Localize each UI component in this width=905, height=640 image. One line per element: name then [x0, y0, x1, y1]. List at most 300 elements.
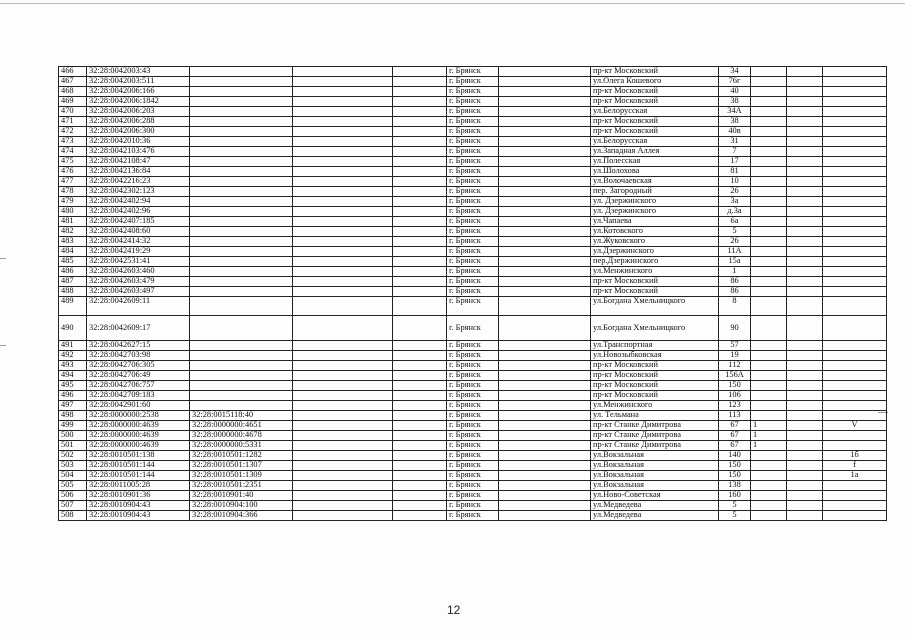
- city-cell: г. Брянск: [447, 197, 499, 207]
- extra-cell-3: V: [823, 421, 887, 431]
- street-cell: ул.Медведева: [591, 501, 719, 511]
- table-row: [59, 237, 887, 247]
- row-number: 476: [59, 167, 87, 177]
- row-number: 503: [59, 461, 87, 471]
- extra-cell-1: [751, 177, 787, 187]
- cadastral-number: 32:28:0042408:60: [87, 227, 190, 237]
- extra-cell-3: [823, 391, 887, 401]
- empty-cell: [393, 127, 447, 137]
- city-cell: г. Брянск: [447, 371, 499, 381]
- empty-cell: [293, 97, 393, 107]
- house-cell: 17: [719, 157, 751, 167]
- street-cell: ул.Шолохова: [591, 167, 719, 177]
- row-number: 508: [59, 511, 87, 521]
- table-row: [59, 501, 887, 511]
- row-number: 490: [59, 316, 87, 341]
- extra-cell-3: 1а: [823, 471, 887, 481]
- cadastral-number: 32:28:0042216:23: [87, 177, 190, 187]
- row-number: 492: [59, 351, 87, 361]
- street-cell: ул.Олега Кошевого: [591, 77, 719, 87]
- extra-cell-3: 1б: [823, 451, 887, 461]
- extra-cell-3: [823, 267, 887, 277]
- table-row: [59, 157, 887, 167]
- empty-cell: [293, 371, 393, 381]
- empty-cell: [499, 277, 591, 287]
- extra-cell-3: [823, 371, 887, 381]
- cadastral-number: 32:28:0042603:460: [87, 267, 190, 277]
- cadastral-number: 32:28:0042709:183: [87, 391, 190, 401]
- row-number: 498: [59, 411, 87, 421]
- cadastral-number: 32:28:0042706:305: [87, 361, 190, 371]
- empty-cell: [393, 67, 447, 77]
- extra-cell-2: [787, 511, 823, 521]
- house-cell: 19: [719, 351, 751, 361]
- cadastral-number-2: 32:28:0010904:366: [190, 511, 293, 521]
- house-cell: 112: [719, 361, 751, 371]
- cadastral-number: 32:28:0042627:15: [87, 341, 190, 351]
- table-row: [59, 351, 887, 361]
- cadastral-number-2: [190, 277, 293, 287]
- extra-cell-2: [787, 207, 823, 217]
- empty-cell: [393, 361, 447, 371]
- city-cell: г. Брянск: [447, 471, 499, 481]
- extra-cell-1: [751, 127, 787, 137]
- house-cell: 5: [719, 511, 751, 521]
- extra-cell-3: [823, 277, 887, 287]
- extra-cell-3: [823, 67, 887, 77]
- row-number: 491: [59, 341, 87, 351]
- table-row: [59, 97, 887, 107]
- extra-cell-1: 1: [751, 441, 787, 451]
- empty-cell: [499, 401, 591, 411]
- street-cell: ул.Вокзальная: [591, 481, 719, 491]
- house-cell: 11А: [719, 247, 751, 257]
- house-cell: 15а: [719, 257, 751, 267]
- house-cell: 26: [719, 237, 751, 247]
- row-number: 500: [59, 431, 87, 441]
- house-cell: 57: [719, 341, 751, 351]
- street-cell: пр-кт Московский: [591, 117, 719, 127]
- city-cell: г. Брянск: [447, 87, 499, 97]
- empty-cell: [293, 77, 393, 87]
- empty-cell: [293, 217, 393, 227]
- empty-cell: [393, 441, 447, 451]
- empty-cell: [293, 421, 393, 431]
- cadastral-number-2: [190, 107, 293, 117]
- street-cell: пр-кт Московский: [591, 87, 719, 97]
- table-row: [59, 127, 887, 137]
- city-cell: г. Брянск: [447, 411, 499, 421]
- cadastral-number-2: 32:28:0010501:2351: [190, 481, 293, 491]
- row-number: 494: [59, 371, 87, 381]
- street-cell: ул.Чапаева: [591, 217, 719, 227]
- city-cell: г. Брянск: [447, 247, 499, 257]
- row-number: 504: [59, 471, 87, 481]
- extra-cell-1: [751, 87, 787, 97]
- city-cell: г. Брянск: [447, 167, 499, 177]
- extra-cell-2: [787, 157, 823, 167]
- cadastral-number: 32:28:0000000:2538: [87, 411, 190, 421]
- street-cell: пр-кт Московский: [591, 97, 719, 107]
- street-cell: ул. Дзержинского: [591, 207, 719, 217]
- row-number: 496: [59, 391, 87, 401]
- street-cell: ул.Богдана Хмельницкого: [591, 316, 719, 341]
- empty-cell: [393, 481, 447, 491]
- cadastral-number: 32:28:0010501:144: [87, 461, 190, 471]
- street-cell: пр-кт Московский: [591, 391, 719, 401]
- extra-cell-3: [823, 177, 887, 187]
- empty-cell: [293, 177, 393, 187]
- empty-cell: [293, 287, 393, 297]
- house-cell: 76г: [719, 77, 751, 87]
- street-cell: пр-кт Московский: [591, 371, 719, 381]
- extra-cell-3: [823, 107, 887, 117]
- house-cell: 140: [719, 451, 751, 461]
- street-cell: пр-кт Московский: [591, 361, 719, 371]
- extra-cell-1: 1: [751, 431, 787, 441]
- house-cell: 31: [719, 137, 751, 147]
- cadastral-number: 32:28:0042901:60: [87, 401, 190, 411]
- empty-cell: [293, 316, 393, 341]
- cadastral-number: 32:28:0042703:98: [87, 351, 190, 361]
- table-row: [59, 371, 887, 381]
- house-cell: 90: [719, 316, 751, 341]
- empty-cell: [393, 511, 447, 521]
- extra-cell-2: [787, 227, 823, 237]
- empty-cell: [393, 217, 447, 227]
- house-cell: 138: [719, 481, 751, 491]
- empty-cell: [293, 381, 393, 391]
- street-cell: пр-кт Московский: [591, 287, 719, 297]
- extra-cell-1: [751, 207, 787, 217]
- street-cell: ул.Котовского: [591, 227, 719, 237]
- extra-cell-1: [751, 411, 787, 421]
- empty-cell: [499, 107, 591, 117]
- empty-cell: [393, 371, 447, 381]
- empty-cell: [499, 297, 591, 316]
- table-row: [59, 511, 887, 521]
- row-number: 468: [59, 87, 87, 97]
- margin-mark: [0, 258, 6, 259]
- empty-cell: [499, 87, 591, 97]
- empty-cell: [293, 491, 393, 501]
- cadastral-number: 32:28:0010501:138: [87, 451, 190, 461]
- house-cell: 160: [719, 491, 751, 501]
- table-row: [59, 187, 887, 197]
- empty-cell: [393, 491, 447, 501]
- extra-cell-3: [823, 97, 887, 107]
- extra-cell-2: [787, 421, 823, 431]
- cadastral-number: 32:28:0042603:479: [87, 277, 190, 287]
- empty-cell: [393, 277, 447, 287]
- extra-cell-3: f: [823, 461, 887, 471]
- cadastral-number: 32:28:0042603:497: [87, 287, 190, 297]
- extra-cell-2: [787, 67, 823, 77]
- city-cell: г. Брянск: [447, 267, 499, 277]
- empty-cell: [499, 197, 591, 207]
- table-row: [59, 421, 887, 431]
- extra-cell-1: [751, 237, 787, 247]
- extra-cell-2: [787, 371, 823, 381]
- empty-cell: [499, 381, 591, 391]
- empty-cell: [499, 371, 591, 381]
- empty-cell: [393, 227, 447, 237]
- extra-cell-3: [823, 217, 887, 227]
- extra-cell-2: [787, 361, 823, 371]
- row-number: 481: [59, 217, 87, 227]
- extra-cell-3: [823, 227, 887, 237]
- extra-cell-2: [787, 297, 823, 316]
- extra-cell-3: [823, 207, 887, 217]
- extra-cell-1: [751, 501, 787, 511]
- cadastral-number: 32:28:0042136:84: [87, 167, 190, 177]
- cadastral-number-2: [190, 391, 293, 401]
- empty-cell: [293, 481, 393, 491]
- house-cell: 81: [719, 167, 751, 177]
- table-row: [59, 481, 887, 491]
- street-cell: ул.Волочаевская: [591, 177, 719, 187]
- street-cell: ул.Полесская: [591, 157, 719, 167]
- empty-cell: [499, 421, 591, 431]
- row-number: 484: [59, 247, 87, 257]
- empty-cell: [499, 177, 591, 187]
- empty-cell: [499, 351, 591, 361]
- empty-cell: [293, 247, 393, 257]
- cadastral-number: 32:28:0042402:94: [87, 197, 190, 207]
- empty-cell: [499, 316, 591, 341]
- extra-cell-1: [751, 461, 787, 471]
- house-cell: 38: [719, 117, 751, 127]
- register-table: [58, 66, 887, 521]
- city-cell: г. Брянск: [447, 117, 499, 127]
- extra-cell-1: [751, 361, 787, 371]
- extra-cell-1: [751, 371, 787, 381]
- empty-cell: [393, 381, 447, 391]
- empty-cell: [499, 471, 591, 481]
- street-cell: ул. Тельмана: [591, 411, 719, 421]
- extra-cell-2: [787, 381, 823, 391]
- city-cell: г. Брянск: [447, 237, 499, 247]
- empty-cell: [393, 257, 447, 267]
- city-cell: г. Брянск: [447, 147, 499, 157]
- empty-cell: [499, 247, 591, 257]
- empty-cell: [293, 401, 393, 411]
- house-cell: 67: [719, 441, 751, 451]
- row-number: 502: [59, 451, 87, 461]
- street-cell: пр-кт Московский: [591, 381, 719, 391]
- city-cell: г. Брянск: [447, 77, 499, 87]
- cadastral-number-2: [190, 127, 293, 137]
- empty-cell: [393, 107, 447, 117]
- cadastral-number: 32:28:0042609:11: [87, 297, 190, 316]
- city-cell: г. Брянск: [447, 257, 499, 267]
- extra-cell-2: [787, 257, 823, 267]
- cadastral-number: 32:28:0042402:96: [87, 207, 190, 217]
- table-row: [59, 67, 887, 77]
- cadastral-number-2: [190, 297, 293, 316]
- cadastral-number: 32:28:0000000:4639: [87, 441, 190, 451]
- extra-cell-2: [787, 501, 823, 511]
- city-cell: г. Брянск: [447, 127, 499, 137]
- street-cell: ул.Вокзальная: [591, 451, 719, 461]
- house-cell: 67: [719, 421, 751, 431]
- extra-cell-2: [787, 267, 823, 277]
- table-row: [59, 247, 887, 257]
- cadastral-number: 32:28:0042006:300: [87, 127, 190, 137]
- table-row: [59, 107, 887, 117]
- extra-cell-2: [787, 401, 823, 411]
- city-cell: г. Брянск: [447, 97, 499, 107]
- cadastral-number: 32:28:0042706:757: [87, 381, 190, 391]
- city-cell: г. Брянск: [447, 137, 499, 147]
- row-number: 486: [59, 267, 87, 277]
- extra-cell-2: [787, 197, 823, 207]
- empty-cell: [293, 451, 393, 461]
- empty-cell: [293, 137, 393, 147]
- cadastral-number-2: [190, 77, 293, 87]
- cadastral-number: 32:28:0042108:47: [87, 157, 190, 167]
- extra-cell-1: [751, 67, 787, 77]
- cadastral-number: 32:28:0042302:123: [87, 187, 190, 197]
- extra-cell-3: [823, 297, 887, 316]
- table-row: [59, 257, 887, 267]
- empty-cell: [293, 147, 393, 157]
- city-cell: г. Брянск: [447, 217, 499, 227]
- extra-cell-1: [751, 297, 787, 316]
- empty-cell: [499, 227, 591, 237]
- empty-cell: [293, 237, 393, 247]
- cadastral-number-2: 32:28:0000000:5331: [190, 441, 293, 451]
- empty-cell: [393, 287, 447, 297]
- extra-cell-3: [823, 431, 887, 441]
- row-number: 495: [59, 381, 87, 391]
- empty-cell: [293, 471, 393, 481]
- empty-cell: [393, 391, 447, 401]
- extra-cell-1: [751, 137, 787, 147]
- table-row: [59, 316, 887, 341]
- extra-cell-1: [751, 287, 787, 297]
- extra-cell-2: [787, 117, 823, 127]
- extra-cell-1: [751, 247, 787, 257]
- empty-cell: [499, 461, 591, 471]
- empty-cell: [499, 217, 591, 227]
- empty-cell: [393, 97, 447, 107]
- extra-cell-2: [787, 451, 823, 461]
- extra-cell-2: [787, 491, 823, 501]
- row-number: 471: [59, 117, 87, 127]
- row-number: 478: [59, 187, 87, 197]
- street-cell: пр-кт Московский: [591, 67, 719, 77]
- empty-cell: [499, 481, 591, 491]
- empty-cell: [393, 267, 447, 277]
- house-cell: 10: [719, 177, 751, 187]
- empty-cell: [393, 77, 447, 87]
- empty-cell: [393, 351, 447, 361]
- empty-cell: [499, 147, 591, 157]
- cadastral-number: 32:28:0000000:4639: [87, 431, 190, 441]
- city-cell: г. Брянск: [447, 351, 499, 361]
- extra-cell-2: [787, 217, 823, 227]
- row-number: 501: [59, 441, 87, 451]
- house-cell: 8: [719, 297, 751, 316]
- empty-cell: [393, 421, 447, 431]
- extra-cell-3: [823, 197, 887, 207]
- row-number: 466: [59, 67, 87, 77]
- table-row: [59, 361, 887, 371]
- empty-cell: [393, 341, 447, 351]
- empty-cell: [293, 431, 393, 441]
- extra-cell-1: [751, 217, 787, 227]
- cadastral-number: 32:28:0042003:43: [87, 67, 190, 77]
- house-cell: 156А: [719, 371, 751, 381]
- extra-cell-3: [823, 511, 887, 521]
- table-row: [59, 401, 887, 411]
- empty-cell: [293, 107, 393, 117]
- cadastral-number-2: [190, 177, 293, 187]
- street-cell: пер. Загородный: [591, 187, 719, 197]
- empty-cell: [499, 341, 591, 351]
- row-number: 472: [59, 127, 87, 137]
- extra-cell-2: [787, 187, 823, 197]
- cadastral-number: 32:28:0010904:43: [87, 501, 190, 511]
- extra-cell-1: [751, 401, 787, 411]
- street-cell: пер.Дзержинского: [591, 257, 719, 267]
- cadastral-number: 32:28:0011005:28: [87, 481, 190, 491]
- cadastral-number: 32:28:0042010:36: [87, 137, 190, 147]
- extra-cell-1: [751, 117, 787, 127]
- house-cell: 1: [719, 267, 751, 277]
- row-number: 506: [59, 491, 87, 501]
- house-cell: 34: [719, 67, 751, 77]
- cadastral-number-2: [190, 401, 293, 411]
- table-row: [59, 461, 887, 471]
- street-cell: ул.Западная Аллея: [591, 147, 719, 157]
- cadastral-number-2: [190, 361, 293, 371]
- row-number: 485: [59, 257, 87, 267]
- extra-cell-1: [751, 227, 787, 237]
- empty-cell: [393, 401, 447, 411]
- cadastral-number-2: [190, 351, 293, 361]
- extra-cell-3: [823, 187, 887, 197]
- cadastral-number-2: [190, 137, 293, 147]
- extra-cell-2: [787, 107, 823, 117]
- empty-cell: [393, 471, 447, 481]
- row-number: 477: [59, 177, 87, 187]
- street-cell: ул.Медведева: [591, 511, 719, 521]
- house-cell: 7: [719, 147, 751, 157]
- extra-cell-3: [823, 87, 887, 97]
- table-row: [59, 277, 887, 287]
- street-cell: пр-кт Станке Димитрова: [591, 421, 719, 431]
- row-number: 488: [59, 287, 87, 297]
- cadastral-number: 32:28:0042006:1842: [87, 97, 190, 107]
- row-number: 499: [59, 421, 87, 431]
- table-row: [59, 441, 887, 451]
- house-cell: 150: [719, 461, 751, 471]
- empty-cell: [293, 341, 393, 351]
- extra-cell-1: [751, 97, 787, 107]
- empty-cell: [293, 167, 393, 177]
- extra-cell-3: [823, 351, 887, 361]
- house-cell: 40в: [719, 127, 751, 137]
- empty-cell: [293, 411, 393, 421]
- row-number: 507: [59, 501, 87, 511]
- extra-cell-1: 1: [751, 421, 787, 431]
- empty-cell: [393, 451, 447, 461]
- extra-cell-3: [823, 127, 887, 137]
- empty-cell: [499, 431, 591, 441]
- cadastral-number: 32:28:0042706:49: [87, 371, 190, 381]
